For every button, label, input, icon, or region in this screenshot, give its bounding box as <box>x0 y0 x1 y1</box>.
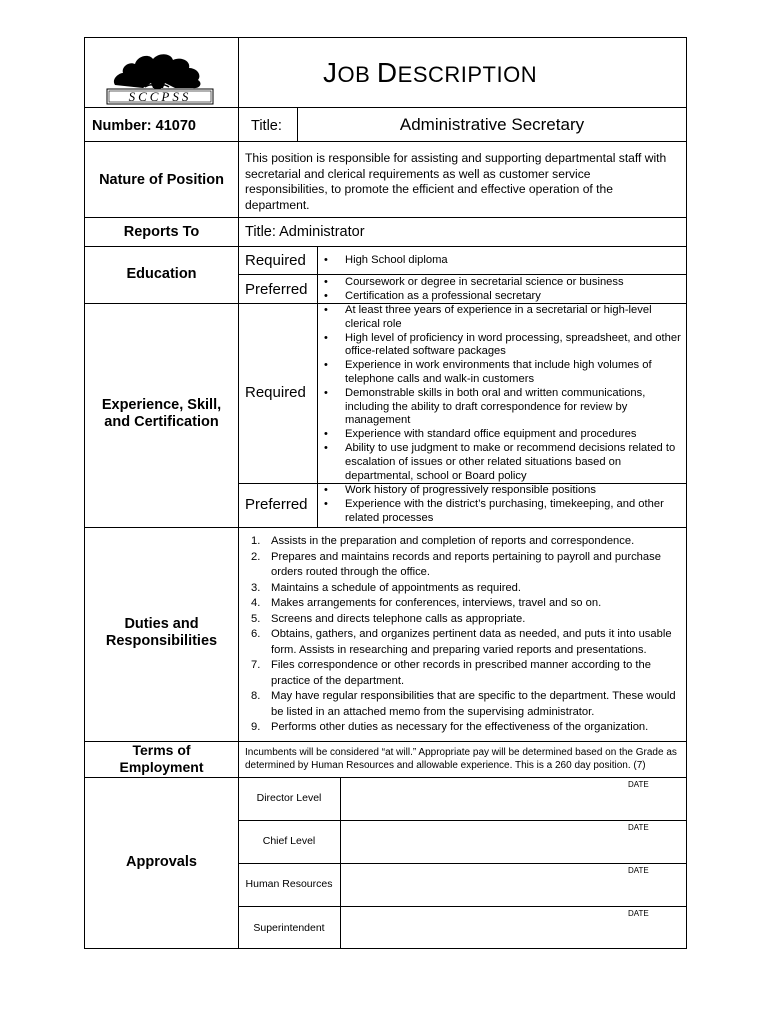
title-part: OB <box>337 62 377 87</box>
list-item: • Certification as a professional secretary <box>323 290 683 304</box>
duty-text: May have regular responsibilities that are specific to the department. These would be listed in an attached memo from the supervising administrator. <box>271 690 676 718</box>
list-item: • Experience with the district’s purchasing, timekeeping, and other related processes <box>323 498 683 526</box>
list-item: • Experience with standard office equipment and procedures <box>323 428 683 442</box>
page-title <box>323 58 537 90</box>
list-item: • Experience in work environments that include high volumes of telephone calls and walk-in customers <box>323 359 683 387</box>
duty-text: Obtains, gathers, and organizes pertinent data as needed, and puts it into usable form. Assists in researching and preparing varied reports and presentations. <box>271 628 672 656</box>
director-signature-field[interactable] <box>341 778 685 820</box>
approval-date-label: DATE <box>628 909 649 918</box>
list-item: • High School diploma <box>323 254 683 268</box>
duty-item <box>243 596 683 612</box>
rule <box>85 217 686 218</box>
reports-to-value: Title: Administrator <box>245 224 365 240</box>
superintendent-signature-field[interactable] <box>341 907 685 948</box>
duty-text: Prepares and maintains records and reports pertaining to payroll and purchase orders routed through the office. <box>271 550 661 578</box>
duty-number: 7. <box>251 659 261 671</box>
duty-number: 1. <box>251 535 261 547</box>
list-item: • High level of proficiency in word processing, spreadsheet, and other office-related software packages <box>323 332 683 360</box>
terms-label-line: Employment <box>119 759 204 775</box>
duty-item <box>243 612 683 628</box>
education-preferred-list <box>323 276 683 304</box>
education-preferred-label: Preferred <box>245 281 308 298</box>
logo-text: SCCPSS <box>128 89 192 104</box>
duty-text: Maintains a schedule of appointments as required. <box>271 581 522 594</box>
column-divider <box>317 303 318 527</box>
title-part: ESCRIPTION <box>397 62 538 87</box>
column-divider <box>238 38 239 948</box>
approval-superintendent-label: Superintendent <box>253 922 325 934</box>
duty-item <box>243 658 683 689</box>
rule <box>85 527 686 528</box>
list-item: • At least three years of experience in a secretarial or high-level clerical role <box>323 304 683 332</box>
duty-text: Screens and directs telephone calls as appropriate. <box>271 612 526 625</box>
approval-date-label: DATE <box>628 866 649 875</box>
duty-item <box>243 581 683 597</box>
rule <box>85 246 686 247</box>
experience-preferred-list <box>323 484 683 525</box>
position-number: Number: 41070 <box>92 118 196 134</box>
duties-label-line: Duties and <box>124 616 199 632</box>
job-description-form <box>84 37 687 949</box>
duty-item <box>243 689 683 720</box>
education-label: Education <box>126 266 197 282</box>
list-item: • Coursework or degree in secretarial science or business <box>323 276 683 290</box>
experience-required-label: Required <box>245 384 306 401</box>
duty-text: Assists in the preparation and completion of reports and correspondence. <box>271 535 635 547</box>
duty-number: 4. <box>251 597 261 609</box>
experience-preferred-label: Preferred <box>245 496 308 513</box>
duty-item <box>243 720 683 736</box>
rule <box>85 141 686 142</box>
list-item: • Ability to use judgment to make or recommend decisions related to escalation of issues or other related situations based on departmental, school or Board policy <box>323 442 683 483</box>
duty-number: 6. <box>251 628 261 640</box>
list-item: • Demonstrable skills in both oral and written communications, including the ability to draft correspondence for review by management <box>323 387 683 428</box>
duty-text: Performs other duties as necessary for the effectiveness of the organization. <box>271 721 649 733</box>
duty-number: 2. <box>251 550 261 563</box>
duty-number: 5. <box>251 612 261 625</box>
education-required-list <box>323 254 683 268</box>
duty-number: 8. <box>251 690 261 702</box>
approval-hr-label: Human Resources <box>245 878 333 890</box>
duty-text: Files correspondence or other records in prescribed manner according to the practice of the department. <box>271 659 651 687</box>
duty-item <box>243 534 683 550</box>
duty-item <box>243 550 683 581</box>
duty-number: 9. <box>251 721 261 733</box>
approval-date-label: DATE <box>628 823 649 832</box>
reports-to-label: Reports To <box>123 224 200 240</box>
approvals-label: Approvals <box>126 854 197 870</box>
duty-item <box>243 627 683 658</box>
title-initial: J <box>323 57 338 88</box>
experience-label-line: Experience, Skill, <box>101 397 222 413</box>
terms-label-line: Terms of <box>132 742 191 758</box>
approval-chief-label: Chief Level <box>262 835 316 847</box>
approval-date-label: DATE <box>628 780 649 789</box>
nature-label: Nature of Position <box>99 172 224 188</box>
list-item: • Work history of progressively responsible positions <box>323 484 683 498</box>
experience-label-line: and Certification <box>104 414 219 430</box>
title-initial: D <box>376 57 398 88</box>
duties-list <box>243 534 683 736</box>
education-required-label: Required <box>245 252 306 269</box>
chief-signature-field[interactable] <box>341 821 685 863</box>
terms-label <box>85 742 238 776</box>
duty-text: Makes arrangements for conferences, interviews, travel and so on. <box>271 597 602 609</box>
duties-label <box>85 616 238 650</box>
position-title: Administrative Secretary <box>399 115 585 134</box>
column-divider <box>317 246 318 303</box>
title-label: Title: <box>251 118 282 134</box>
experience-required-list <box>323 304 683 483</box>
duties-label-line: Responsibilities <box>105 633 218 649</box>
nature-text: This position is responsible for assisting and supporting departmental staff with secretarial and clerical requirements as well as customer service responsibilities, to promote the efficient and effective operation of the department. <box>245 151 667 212</box>
experience-label <box>85 397 238 431</box>
hr-signature-field[interactable] <box>341 864 685 906</box>
rule <box>85 107 686 108</box>
sccpss-logo <box>105 43 217 105</box>
terms-text: Incumbents will be considered “at will.” Appropriate pay will be determined based on the Grade as determined by Human Resources and allowable experience. This is a 260 day position. (7) <box>245 747 677 771</box>
duty-number: 3. <box>251 581 261 594</box>
approval-director-label: Director Level <box>256 792 322 804</box>
rule <box>238 274 686 275</box>
